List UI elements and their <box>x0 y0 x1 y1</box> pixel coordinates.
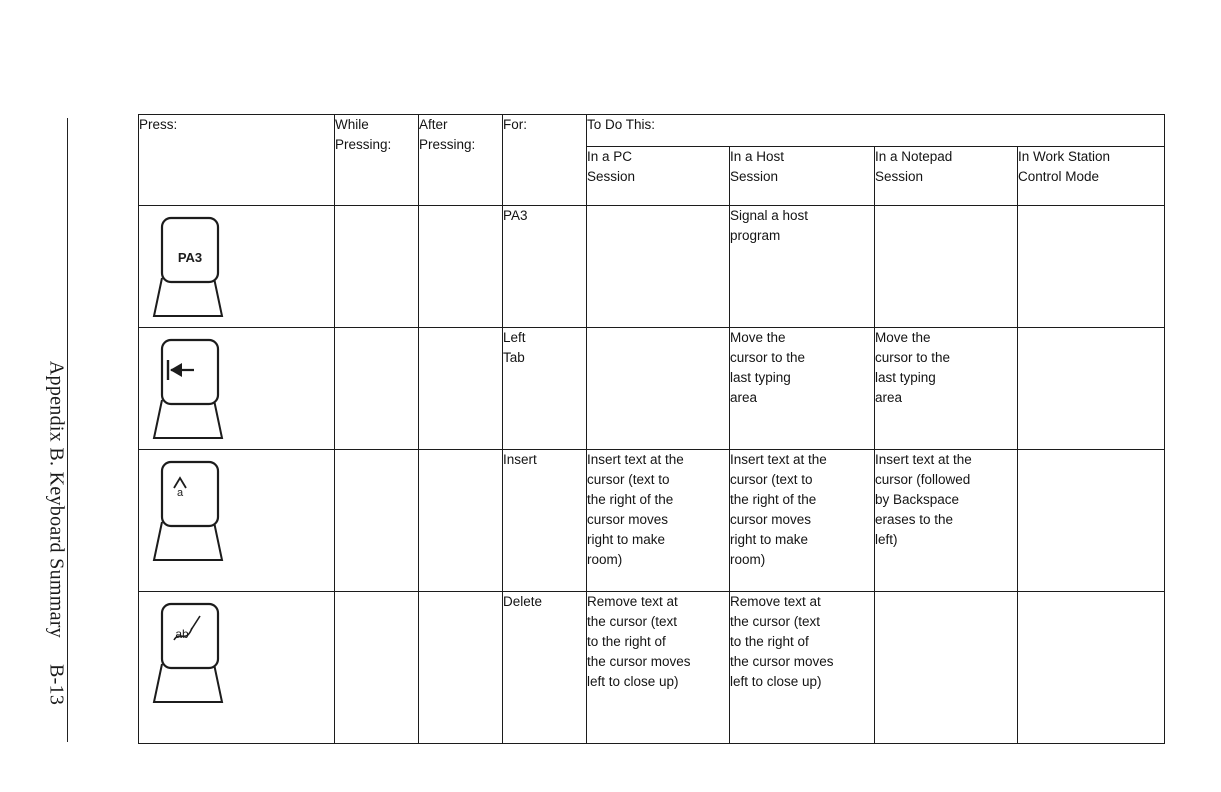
header-row-1 <box>139 115 1165 147</box>
for-line: Insert <box>503 451 537 467</box>
col-after-pressing <box>419 115 503 206</box>
pc-line: cursor moves <box>587 511 669 527</box>
col-while-pressing <box>335 115 419 206</box>
col-press-label: Press: <box>139 117 178 132</box>
col-while-line-1: While <box>335 117 369 132</box>
host-session-cell <box>730 327 875 449</box>
host-line: the cursor moves <box>730 653 834 669</box>
press-cell <box>139 449 335 591</box>
pc-session-cell <box>587 591 730 743</box>
col-pc-line-2: Session <box>587 169 636 184</box>
for-cell <box>503 449 587 591</box>
pc-session-cell <box>587 327 730 449</box>
after-pressing-cell <box>419 591 503 743</box>
col-pc-session <box>587 147 730 206</box>
pc-line: right to make <box>587 531 666 547</box>
host-line: right to make <box>730 531 809 547</box>
pc-line: Remove text at <box>587 593 678 609</box>
left-tab-key-icon <box>146 336 226 444</box>
host-line: cursor to the <box>730 349 806 365</box>
for-line: PA3 <box>503 208 528 223</box>
while-pressing-cell <box>335 206 419 328</box>
while-pressing-cell <box>335 449 419 591</box>
notepad-line: Insert text at the <box>875 451 972 467</box>
host-line: left to close up) <box>730 673 822 689</box>
host-line: Move the <box>730 329 786 345</box>
col-while-line-2: Pressing: <box>335 137 392 152</box>
col-ws-line-1: In Work Station <box>1018 149 1111 164</box>
col-notepad-line-1: In a Notepad <box>875 149 953 164</box>
col-for-label: For: <box>503 117 528 132</box>
col-after-line-1: After <box>419 117 448 132</box>
pc-session-cell <box>587 206 730 328</box>
for-cell <box>503 591 587 743</box>
col-after-line-2: Pressing: <box>419 137 476 152</box>
after-pressing-cell <box>419 327 503 449</box>
after-pressing-cell <box>419 206 503 328</box>
svg-text:a: a <box>176 486 184 499</box>
col-work-station <box>1018 147 1165 206</box>
host-line: Signal a host <box>730 208 809 223</box>
col-pc-line-1: In a PC <box>587 149 633 164</box>
press-cell <box>139 206 335 328</box>
delete-key-icon <box>146 600 226 708</box>
col-ws-line-2: Control Mode <box>1018 169 1100 184</box>
for-cell <box>503 327 587 449</box>
notepad-line: area <box>875 389 903 405</box>
col-host-session <box>730 147 875 206</box>
pc-line: the cursor (text <box>587 613 678 629</box>
to-do-this-label: To Do This: <box>587 117 656 132</box>
notepad-line: by Backspace <box>875 491 960 507</box>
work-station-cell <box>1018 206 1165 328</box>
table-row <box>139 206 1165 328</box>
pa3-key-label: PA3 <box>177 250 203 265</box>
for-line: Tab <box>503 349 525 365</box>
notepad-line: Move the <box>875 329 931 345</box>
notepad-line: last typing <box>875 369 936 385</box>
work-station-cell <box>1018 591 1165 743</box>
host-line: the right of the <box>730 491 817 507</box>
work-station-cell <box>1018 327 1165 449</box>
host-line: room) <box>730 551 766 567</box>
pc-line: Insert text at the <box>587 451 684 467</box>
keyboard-summary-table <box>138 114 1165 744</box>
for-line: Delete <box>503 593 543 609</box>
host-line: cursor moves <box>730 511 812 527</box>
col-press <box>139 115 335 206</box>
pc-line: the cursor moves <box>587 653 691 669</box>
host-session-cell <box>730 206 875 328</box>
for-line: Left <box>503 329 526 345</box>
host-session-cell <box>730 449 875 591</box>
col-notepad-line-2: Session <box>875 169 924 184</box>
notepad-line: left) <box>875 531 898 547</box>
host-line: to the right of <box>730 633 809 649</box>
host-line: area <box>730 389 758 405</box>
host-line: the cursor (text <box>730 613 821 629</box>
pc-line: left to close up) <box>587 673 679 689</box>
pa3-key-icon <box>146 214 226 322</box>
for-cell <box>503 206 587 328</box>
host-line: cursor (text to <box>730 471 813 487</box>
after-pressing-cell <box>419 449 503 591</box>
svg-text:ab: ab <box>175 626 189 641</box>
notepad-session-cell <box>875 449 1018 591</box>
page-side-title <box>45 361 68 705</box>
pc-line: room) <box>587 551 623 567</box>
col-host-line-1: In a Host <box>730 149 785 164</box>
table-row <box>139 327 1165 449</box>
pc-line: to the right of <box>587 633 666 649</box>
table-row <box>139 449 1165 591</box>
host-line: program <box>730 228 781 243</box>
while-pressing-cell <box>335 327 419 449</box>
to-do-this-header <box>587 115 1165 147</box>
pc-session-cell <box>587 449 730 591</box>
host-line: Remove text at <box>730 593 821 609</box>
insert-key-icon <box>146 458 226 566</box>
table-row <box>139 591 1165 743</box>
while-pressing-cell <box>335 591 419 743</box>
press-cell <box>139 327 335 449</box>
pc-line: cursor (text to <box>587 471 670 487</box>
col-notepad-session <box>875 147 1018 206</box>
work-station-cell <box>1018 449 1165 591</box>
press-cell <box>139 591 335 743</box>
notepad-line: erases to the <box>875 511 954 527</box>
pc-line: the right of the <box>587 491 674 507</box>
col-for <box>503 115 587 206</box>
notepad-session-cell <box>875 327 1018 449</box>
notepad-line: cursor (followed <box>875 471 971 487</box>
page-number: B-13 <box>45 664 68 706</box>
notepad-session-cell <box>875 206 1018 328</box>
host-line: Insert text at the <box>730 451 827 467</box>
notepad-line: cursor to the <box>875 349 951 365</box>
col-host-line-2: Session <box>730 169 779 184</box>
host-session-cell <box>730 591 875 743</box>
appendix-title: Appendix B. Keyboard Summary <box>45 360 68 639</box>
host-line: last typing <box>730 369 791 385</box>
notepad-session-cell <box>875 591 1018 743</box>
